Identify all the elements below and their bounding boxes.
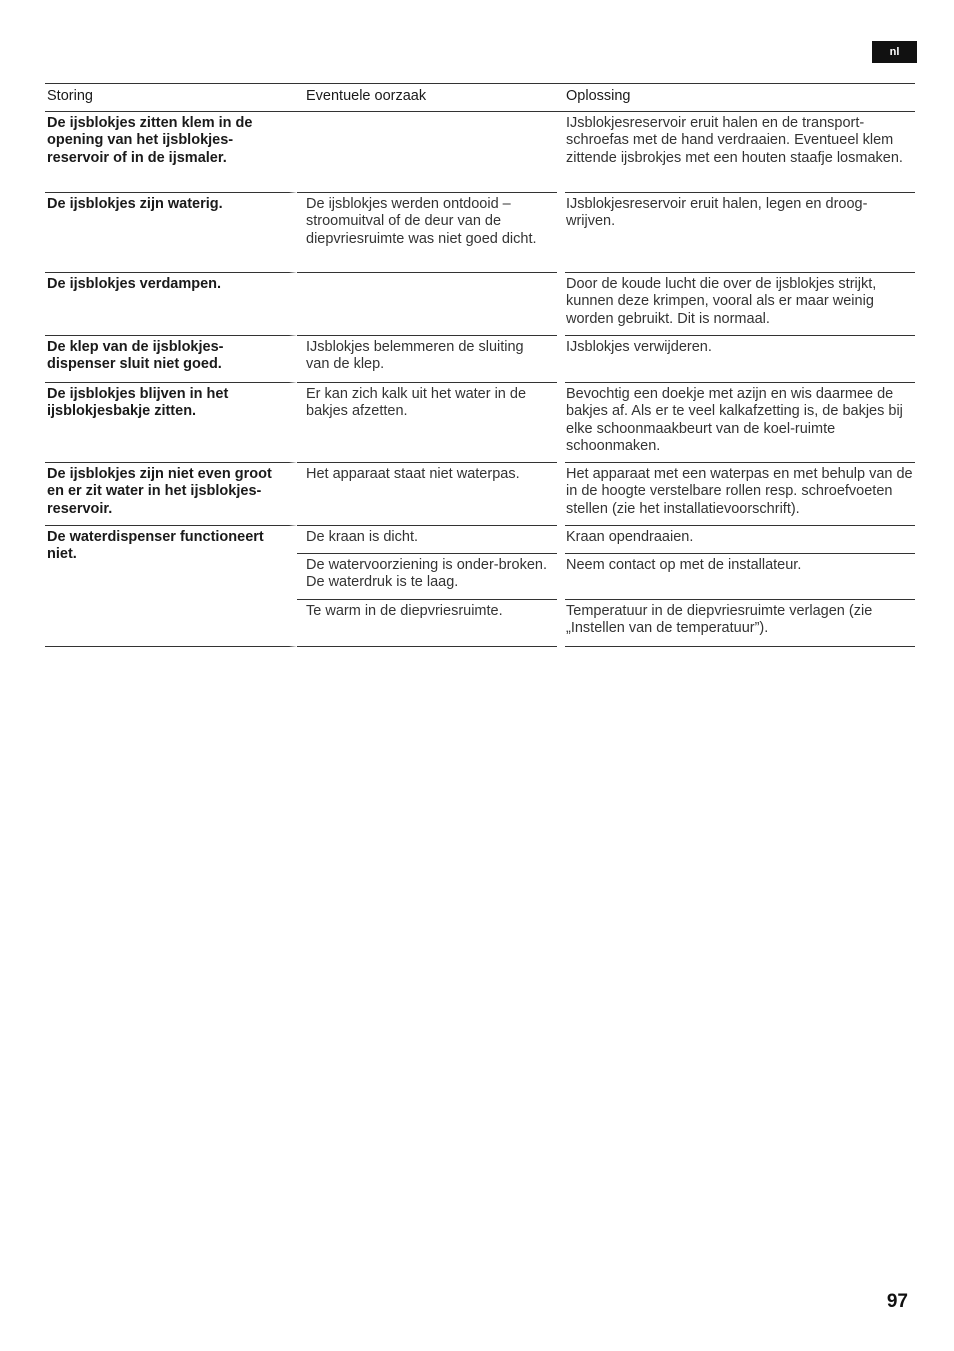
storing-cell: De ijsblokjes verdampen. xyxy=(45,273,297,336)
storing-cell: De ijsblokjes zijn waterig. xyxy=(45,193,297,273)
page-number: 97 xyxy=(886,1291,908,1312)
table-row xyxy=(45,383,915,463)
oorzaak-cell: IJsblokjes belemmeren de sluiting van de klep. xyxy=(297,336,557,383)
oorzaak-cell: Het apparaat staat niet waterpas. xyxy=(297,463,557,526)
table-row xyxy=(45,273,915,336)
storing-cell: De ijsblokjes zijn niet even groot en er zit water in het ijsblokjes-reservoir. xyxy=(45,463,297,526)
oplossing-cell: IJsblokjesreservoir eruit halen, legen en droog-wrijven. xyxy=(565,193,915,273)
oplossing-cell: IJsblokjes verwijderen. xyxy=(565,336,915,383)
table-row xyxy=(45,336,915,383)
oplossing-cell: Kraan opendraaien. xyxy=(565,526,915,554)
cause-group xyxy=(297,526,915,647)
oplossing-cell: Bevochtig een doekje met azijn en wis daarmee de bakjes af. Als er te veel kalkafzetting is, de bakjes bij elke schoonmaakbeurt van de koel-ruimte schoonmaken. xyxy=(565,383,915,463)
table-header xyxy=(45,84,915,112)
column-header-oorzaak: Eventuele oorzaak xyxy=(306,88,427,104)
oplossing-cell: Door de koude lucht die over de ijsblokjes strijkt, kunnen deze krimpen, vooral als er maar weinig worden gebruikt. Dit is normaal. xyxy=(565,273,915,336)
oorzaak-cell: Er kan zich kalk uit het water in de bakjes afzetten. xyxy=(297,383,557,463)
column-header-storing: Storing xyxy=(47,88,93,104)
column-header-oplossing: Oplossing xyxy=(566,88,631,104)
oorzaak-cell: De ijsblokjes werden ontdooid – stroomuitval of de deur van de diepvriesruimte was niet goed dicht. xyxy=(297,193,557,273)
storing-cell: De ijsblokjes blijven in het ijsblokjesbakje zitten. xyxy=(45,383,297,463)
storing-cell: De klep van de ijsblokjes-dispenser sluit niet goed. xyxy=(45,336,297,383)
oorzaak-cell: De watervoorziening is onder-broken. De waterdruk is te laag. xyxy=(297,554,557,600)
table-row xyxy=(45,193,915,273)
oplossing-cell: Temperatuur in de diepvriesruimte verlagen (zie „Instellen van de temperatuur”). xyxy=(565,600,915,647)
cause-row xyxy=(297,526,915,554)
oplossing-cell: IJsblokjesreservoir eruit halen en de transport-schroefas met de hand verdraaien. Eventueel klem zittende ijsbrokjes met een houten staafje losmaken. xyxy=(565,112,915,193)
oorzaak-cell: Te warm in de diepvriesruimte. xyxy=(297,600,557,647)
oorzaak-cell xyxy=(297,273,557,336)
oorzaak-cell xyxy=(297,112,557,193)
cause-row xyxy=(297,600,915,647)
oorzaak-cell: De kraan is dicht. xyxy=(297,526,557,554)
troubleshooting-table xyxy=(45,83,915,647)
language-badge: nl xyxy=(872,41,917,63)
table-row xyxy=(45,463,915,526)
storing-cell: De ijsblokjes zitten klem in de opening van het ijsblokjes-reservoir of in de ijsmaler. xyxy=(45,112,297,193)
storing-cell: De waterdispenser functioneert niet. xyxy=(45,526,297,647)
cause-row xyxy=(297,554,915,600)
table-row xyxy=(45,112,915,193)
table-row xyxy=(45,526,915,647)
oplossing-cell: Het apparaat met een waterpas en met behulp van de in de hoogte verstelbare rollen resp. schroefvoeten stellen (zie het installatievoorschrift). xyxy=(565,463,915,526)
oplossing-cell: Neem contact op met de installateur. xyxy=(565,554,915,600)
